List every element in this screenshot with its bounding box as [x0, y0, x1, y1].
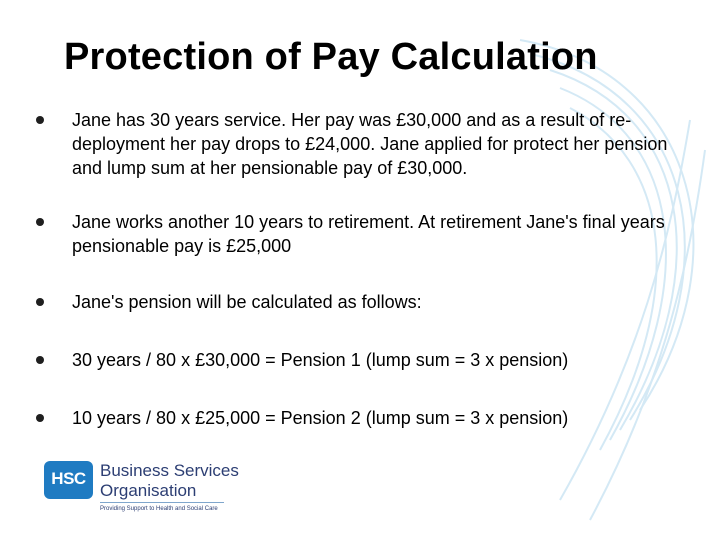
bullet-item [30, 290, 690, 314]
bullet-text: Jane has 30 years service. Her pay was £30,000 and as a result of re-deployment her pay drops to £24,000. Jane applied for protect her pension and lump sum at her pensionable pay of £30,000. [72, 110, 668, 178]
bullet-text: 10 years / 80 x £25,000 = Pension 2 (lump sum = 3 x pension) [72, 408, 569, 428]
bullet-text: Jane's pension will be calculated as follows: [72, 292, 422, 312]
logo-name-line1: Business Services [100, 461, 239, 480]
logo-divider [100, 502, 224, 503]
bullet-text: Jane works another 10 years to retirement. At retirement Jane's final years pensionable pay is £25,000 [72, 212, 665, 256]
hsc-logo-mark [44, 461, 93, 499]
bullet-dot-icon [36, 218, 44, 226]
bullet-item [30, 348, 690, 372]
logo-name-line2: Organisation [100, 481, 197, 500]
bullet-text: 30 years / 80 x £30,000 = Pension 1 (lump sum = 3 x pension) [72, 350, 569, 370]
bullet-dot-icon [36, 356, 44, 364]
bullet-item [30, 108, 690, 180]
slide-title: Protection of Pay Calculation [64, 36, 598, 78]
bullet-dot-icon [36, 116, 44, 124]
bullet-dot-icon [36, 298, 44, 306]
bullet-list [30, 108, 690, 430]
bullet-item [30, 406, 690, 430]
bullet-item [30, 210, 690, 258]
hsc-logo-mark-text: HSC [51, 469, 86, 488]
bullet-dot-icon [36, 414, 44, 422]
hsc-bso-logo [44, 460, 239, 518]
logo-tagline: Providing Support to Health and Social Care [100, 506, 218, 512]
